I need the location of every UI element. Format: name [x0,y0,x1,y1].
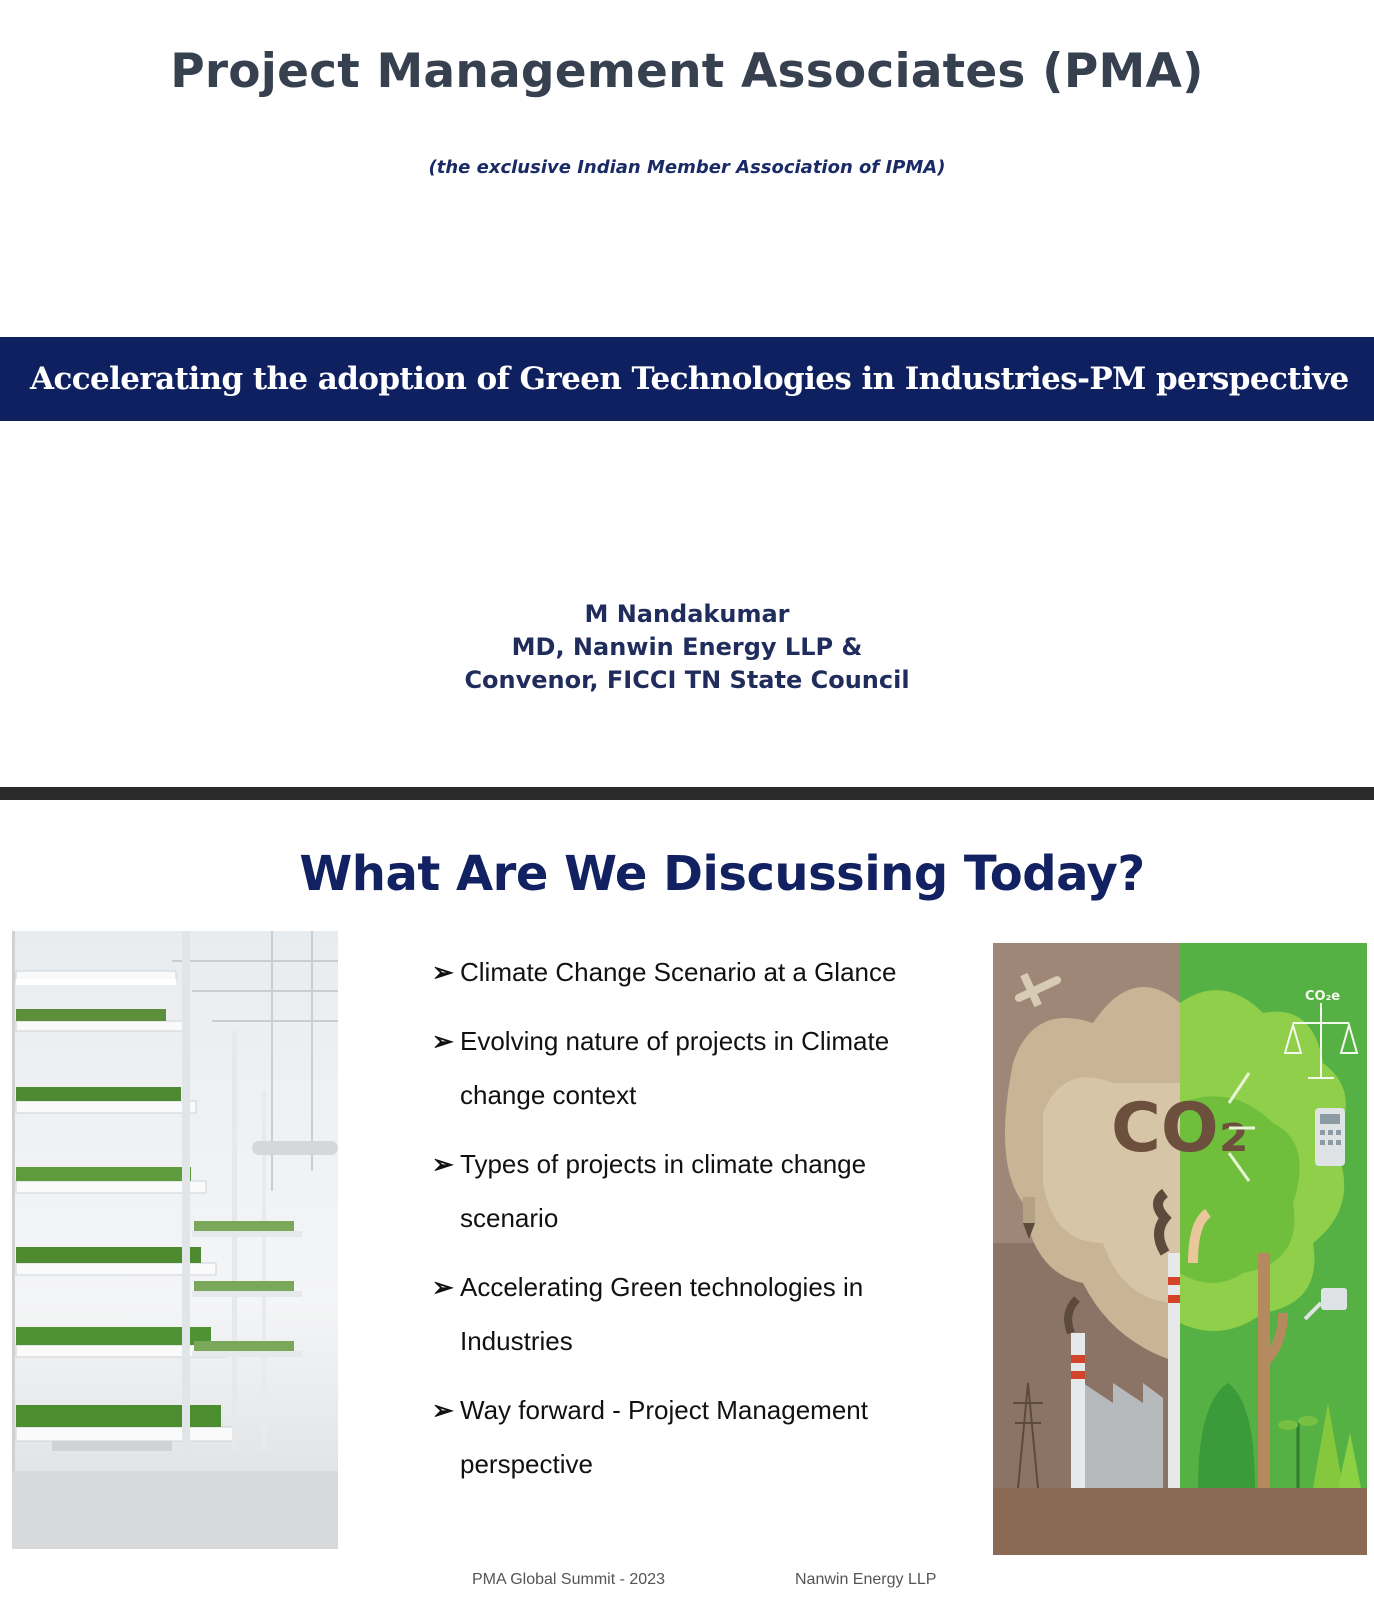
bullet-arrow-icon: ➢ [432,1395,454,1425]
vertical-farm-image [12,931,338,1549]
footer-company: Nanwin Energy LLP [795,1571,937,1588]
co2e-label: CO₂e [1305,989,1341,1004]
bullet-arrow-icon: ➢ [432,1149,454,1179]
agenda-item-2 [432,1014,902,1122]
author-block [0,598,1374,697]
calculator-icon [1315,1108,1345,1166]
agenda-list [432,945,902,1506]
topic-banner [0,337,1374,421]
title-slide [0,0,1374,787]
agenda-item-5 [432,1383,902,1491]
slide-divider [0,787,1374,800]
footer-event: PMA Global Summit - 2023 [472,1571,665,1588]
agenda-item-text: Way forward - Project Management perspective [460,1395,868,1479]
author-name: M Nandakumar [584,600,790,628]
slide-subtitle: (the exclusive Indian Member Association of IPMA) [428,157,946,178]
agenda-item-text: Evolving nature of projects in Climate change context [460,1026,890,1110]
bullet-arrow-icon: ➢ [432,1272,454,1302]
slide-title: Project Management Associates (PMA) [170,44,1204,99]
agenda-item-4 [432,1260,902,1368]
author-role: MD, Nanwin Energy LLP & [511,633,863,661]
agenda-title: What Are We Discussing Today? [299,846,1145,902]
bullet-arrow-icon: ➢ [432,957,454,987]
agenda-item-1 [432,945,902,999]
co2-climate-illustration [993,943,1367,1555]
agenda-item-text: Climate Change Scenario at a Glance [460,957,897,987]
author-council: Convenor, FICCI TN State Council [464,666,910,694]
agenda-item-text: Accelerating Green technologies in Industries [460,1272,864,1356]
agenda-item-text: Types of projects in climate change scenario [460,1149,867,1233]
co2-label: CO₂ [1111,1089,1249,1168]
agenda-item-3 [432,1137,902,1245]
banner-text: Accelerating the adoption of Green Technologies in Industries-PM perspective [30,361,1349,397]
agenda-slide [0,800,1374,1606]
bullet-arrow-icon: ➢ [432,1026,454,1056]
